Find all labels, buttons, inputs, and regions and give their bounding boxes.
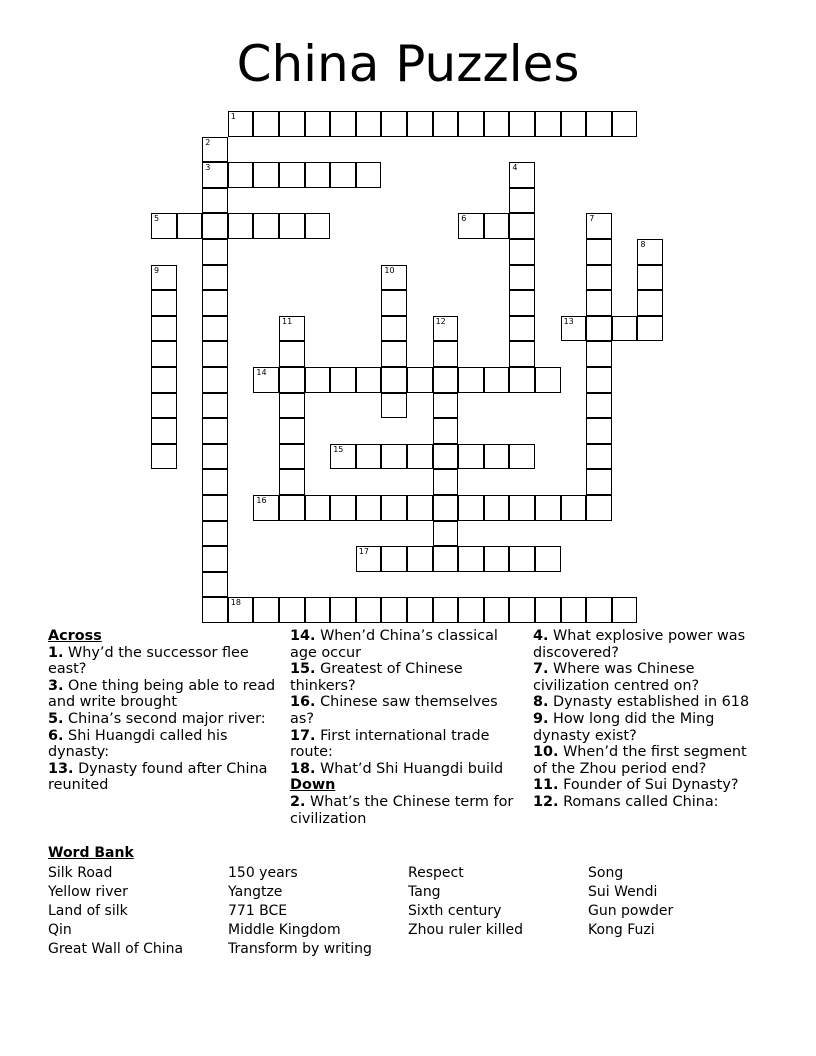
- grid-cell[interactable]: [637, 265, 663, 291]
- grid-cell[interactable]: [305, 495, 331, 521]
- grid-cell[interactable]: [586, 469, 612, 495]
- clue-column-2: [290, 628, 522, 827]
- word-bank-heading: Word Bank: [48, 845, 134, 861]
- clue-number-label: 13.: [48, 760, 74, 777]
- grid-cell[interactable]: [509, 162, 535, 188]
- grid-cell[interactable]: [433, 597, 459, 623]
- grid-cell[interactable]: [305, 111, 331, 137]
- grid-cell[interactable]: [253, 597, 279, 623]
- word-bank-item: Yangtze: [228, 884, 283, 900]
- grid-cell[interactable]: [586, 495, 612, 521]
- grid-cell[interactable]: [433, 367, 459, 393]
- grid-cell[interactable]: [484, 367, 510, 393]
- clue-number-label: 6.: [48, 727, 64, 744]
- clue-text: China’s second major river:: [63, 710, 266, 727]
- grid-cell[interactable]: [458, 495, 484, 521]
- grid-cell[interactable]: [330, 162, 356, 188]
- clue-column-3: [533, 628, 765, 811]
- grid-cell[interactable]: [433, 316, 459, 342]
- grid-cell[interactable]: [458, 111, 484, 137]
- clue-number: 5: [154, 214, 160, 224]
- clue-item: [533, 711, 765, 744]
- grid-cell[interactable]: [381, 265, 407, 291]
- clue-text: First international trade route:: [290, 727, 490, 761]
- grid-cell[interactable]: [612, 597, 638, 623]
- grid-cell[interactable]: [202, 239, 228, 265]
- grid-cell[interactable]: [509, 546, 535, 572]
- grid-cell[interactable]: [509, 188, 535, 214]
- clue-number-label: 14.: [290, 628, 316, 644]
- grid-cell[interactable]: [330, 111, 356, 137]
- grid-cell[interactable]: [637, 239, 663, 265]
- grid-cell[interactable]: [535, 597, 561, 623]
- grid-cell[interactable]: [253, 111, 279, 137]
- word-bank-item: Middle Kingdom: [228, 922, 341, 938]
- word-bank-item: 150 years: [228, 865, 298, 881]
- grid-cell[interactable]: [586, 316, 612, 342]
- word-bank-column-3: [408, 864, 523, 940]
- grid-cell[interactable]: [561, 316, 587, 342]
- clue-item: [290, 728, 522, 761]
- grid-cell[interactable]: [381, 546, 407, 572]
- word-bank-column-4: [588, 864, 673, 940]
- clue-number: 7: [589, 214, 595, 224]
- grid-cell[interactable]: [279, 316, 305, 342]
- grid-cell[interactable]: [509, 290, 535, 316]
- grid-cell[interactable]: [509, 213, 535, 239]
- grid-cell[interactable]: [458, 546, 484, 572]
- grid-cell[interactable]: [458, 367, 484, 393]
- clue-text: What’d Shi Huangdi build: [315, 760, 504, 777]
- grid-cell[interactable]: [356, 546, 382, 572]
- clue-item: [48, 678, 280, 711]
- grid-cell[interactable]: [279, 111, 305, 137]
- grid-cell[interactable]: [279, 495, 305, 521]
- grid-cell[interactable]: [151, 418, 177, 444]
- grid-cell[interactable]: [228, 213, 254, 239]
- grid-cell[interactable]: [202, 521, 228, 547]
- word-bank-item: Land of silk: [48, 903, 128, 919]
- word-bank-item: Great Wall of China: [48, 941, 184, 957]
- grid-cell[interactable]: [381, 290, 407, 316]
- grid-cell[interactable]: [202, 393, 228, 419]
- clue-text: When’d the first segment of the Zhou period end?: [533, 744, 747, 777]
- grid-cell[interactable]: [535, 546, 561, 572]
- clue-text: How long did the Ming dynasty exist?: [533, 710, 715, 744]
- grid-cell[interactable]: [356, 597, 382, 623]
- grid-cell[interactable]: [381, 444, 407, 470]
- grid-cell[interactable]: [330, 367, 356, 393]
- grid-cell[interactable]: [202, 546, 228, 572]
- grid-cell[interactable]: [407, 367, 433, 393]
- clue-number-label: 5.: [48, 710, 64, 727]
- grid-cell[interactable]: [202, 418, 228, 444]
- grid-cell[interactable]: [458, 444, 484, 470]
- clue-column-1: [48, 628, 280, 794]
- grid-cell[interactable]: [279, 418, 305, 444]
- grid-cell[interactable]: [509, 316, 535, 342]
- grid-cell[interactable]: [228, 162, 254, 188]
- clue-item: [533, 628, 765, 661]
- grid-cell[interactable]: [253, 162, 279, 188]
- word-bank-item: 771 BCE: [228, 903, 288, 919]
- clue-number: 6: [461, 214, 467, 224]
- grid-cell[interactable]: [407, 546, 433, 572]
- grid-cell[interactable]: [279, 393, 305, 419]
- clue-text: Shi Huangdi called his dynasty:: [48, 727, 228, 761]
- clue-text: Romans called China:: [558, 793, 719, 810]
- grid-cell[interactable]: [228, 111, 254, 137]
- grid-cell[interactable]: [151, 265, 177, 291]
- grid-cell[interactable]: [433, 469, 459, 495]
- clue-number-label: 18.: [290, 760, 316, 777]
- grid-cell[interactable]: [279, 444, 305, 470]
- grid-cell[interactable]: [484, 495, 510, 521]
- grid-cell[interactable]: [561, 495, 587, 521]
- grid-cell[interactable]: [433, 341, 459, 367]
- clue-item: [533, 661, 765, 694]
- word-bank-item: Silk Road: [48, 865, 113, 881]
- grid-cell[interactable]: [433, 444, 459, 470]
- grid-cell[interactable]: [330, 444, 356, 470]
- clue-item: [48, 711, 280, 728]
- clue-text: One thing being able to read and write brought: [48, 677, 276, 711]
- grid-cell[interactable]: [202, 341, 228, 367]
- across-heading: Across: [48, 628, 102, 644]
- grid-cell[interactable]: [202, 367, 228, 393]
- grid-cell[interactable]: [433, 393, 459, 419]
- clue-number-label: 3.: [48, 677, 64, 694]
- clue-item: [290, 661, 522, 694]
- grid-cell[interactable]: [407, 111, 433, 137]
- grid-cell[interactable]: [253, 213, 279, 239]
- grid-cell[interactable]: [151, 367, 177, 393]
- clue-number: 8: [640, 240, 646, 249]
- grid-cell[interactable]: [305, 367, 331, 393]
- grid-cell[interactable]: [433, 546, 459, 572]
- clue-item: [48, 645, 280, 678]
- grid-cell[interactable]: [356, 444, 382, 470]
- grid-cell[interactable]: [381, 597, 407, 623]
- grid-cell[interactable]: [433, 495, 459, 521]
- grid-cell[interactable]: [356, 111, 382, 137]
- grid-cell[interactable]: [151, 393, 177, 419]
- grid-cell[interactable]: [484, 111, 510, 137]
- grid-cell[interactable]: [279, 597, 305, 623]
- grid-cell[interactable]: [509, 239, 535, 265]
- grid-cell[interactable]: [509, 367, 535, 393]
- grid-cell[interactable]: [151, 341, 177, 367]
- grid-cell[interactable]: [279, 213, 305, 239]
- grid-cell[interactable]: [612, 111, 638, 137]
- clue-number-label: 1.: [48, 644, 64, 661]
- grid-cell[interactable]: [202, 444, 228, 470]
- grid-cell[interactable]: [561, 111, 587, 137]
- grid-cell[interactable]: [279, 341, 305, 367]
- clue-number: 18: [230, 598, 241, 608]
- word-bank-column-1: [48, 864, 183, 959]
- grid-cell[interactable]: [637, 316, 663, 342]
- grid-cell[interactable]: [509, 341, 535, 367]
- grid-cell[interactable]: [356, 367, 382, 393]
- grid-cell[interactable]: [509, 597, 535, 623]
- clue-number: 11: [282, 316, 293, 326]
- grid-cell[interactable]: [202, 597, 228, 623]
- clue-number-label: 2.: [290, 793, 306, 810]
- grid-cell[interactable]: [151, 316, 177, 342]
- grid-cell[interactable]: [509, 111, 535, 137]
- down-heading: Down: [290, 777, 336, 794]
- clue-item: [290, 694, 522, 727]
- grid-cell[interactable]: [586, 418, 612, 444]
- grid-cell[interactable]: [458, 597, 484, 623]
- grid-cell[interactable]: [151, 444, 177, 470]
- grid-cell[interactable]: [381, 316, 407, 342]
- clue-number: 15: [333, 444, 344, 454]
- clue-item: [533, 794, 765, 811]
- clue-number: 17: [358, 547, 369, 557]
- clue-text: What’s the Chinese term for civilization: [290, 793, 514, 827]
- clue-item: [533, 777, 765, 794]
- clue-item: [533, 694, 765, 711]
- clue-text: Why’d the successor flee east?: [48, 644, 249, 678]
- word-bank-item: Zhou ruler killed: [408, 922, 523, 938]
- word-bank-item: Respect: [408, 865, 464, 881]
- grid-cell[interactable]: [509, 265, 535, 291]
- grid-cell[interactable]: [484, 213, 510, 239]
- grid-cell[interactable]: [586, 597, 612, 623]
- clue-number: 12: [435, 316, 446, 326]
- grid-cell[interactable]: [407, 597, 433, 623]
- grid-cell[interactable]: [381, 367, 407, 393]
- grid-cell[interactable]: [586, 213, 612, 239]
- clue-number: 3: [205, 163, 211, 173]
- grid-cell[interactable]: [305, 597, 331, 623]
- grid-cell[interactable]: [151, 213, 177, 239]
- clue-number-label: 17.: [290, 727, 316, 744]
- clue-number-label: 10.: [533, 744, 559, 761]
- grid-cell[interactable]: [279, 469, 305, 495]
- word-bank-item: Sixth century: [408, 903, 502, 919]
- grid-cell[interactable]: [279, 162, 305, 188]
- clue-number: 4: [512, 163, 518, 173]
- grid-cell[interactable]: [509, 444, 535, 470]
- grid-cell[interactable]: [586, 341, 612, 367]
- grid-cell[interactable]: [202, 265, 228, 291]
- grid-cell[interactable]: [586, 290, 612, 316]
- clue-number-label: 16.: [290, 694, 316, 711]
- grid-cell[interactable]: [458, 213, 484, 239]
- clue-number-label: 15.: [290, 661, 316, 678]
- clue-number: 13: [563, 316, 574, 326]
- clue-item: [290, 761, 522, 778]
- grid-cell[interactable]: [407, 444, 433, 470]
- grid-cell[interactable]: [407, 495, 433, 521]
- clue-text: When’d China’s classical age occur: [290, 628, 498, 661]
- grid-cell[interactable]: [535, 367, 561, 393]
- clue-number-label: 11.: [533, 777, 559, 794]
- grid-cell[interactable]: [202, 188, 228, 214]
- clue-number-label: 4.: [533, 628, 549, 644]
- word-bank-item: Tang: [408, 884, 441, 900]
- grid-cell[interactable]: [586, 444, 612, 470]
- grid-cell[interactable]: [151, 290, 177, 316]
- grid-cell[interactable]: [253, 495, 279, 521]
- clue-item: [290, 628, 522, 661]
- grid-cell[interactable]: [202, 162, 228, 188]
- clue-number-label: 9.: [533, 710, 549, 727]
- grid-cell[interactable]: [202, 290, 228, 316]
- grid-cell[interactable]: [305, 213, 331, 239]
- clue-text: Dynasty established in 618: [548, 694, 750, 711]
- word-bank-item: Kong Fuzi: [588, 922, 655, 938]
- grid-cell[interactable]: [612, 316, 638, 342]
- clue-item: [533, 744, 765, 777]
- grid-cell[interactable]: [535, 495, 561, 521]
- clue-number: 14: [256, 368, 267, 377]
- grid-cell[interactable]: [202, 495, 228, 521]
- grid-cell[interactable]: [381, 111, 407, 137]
- grid-cell[interactable]: [202, 469, 228, 495]
- grid-cell[interactable]: [586, 265, 612, 291]
- clue-text: What explosive power was discovered?: [533, 628, 746, 661]
- grid-cell[interactable]: [637, 290, 663, 316]
- grid-cell[interactable]: [586, 393, 612, 419]
- word-bank-item: Sui Wendi: [588, 884, 658, 900]
- clue-number-label: 8.: [533, 694, 549, 711]
- word-bank-item: Yellow river: [48, 884, 128, 900]
- clue-number: 10: [384, 265, 395, 275]
- clue-item: [48, 728, 280, 761]
- grid-cell[interactable]: [381, 341, 407, 367]
- grid-cell[interactable]: [433, 521, 459, 547]
- grid-cell[interactable]: [535, 111, 561, 137]
- grid-cell[interactable]: [202, 137, 228, 163]
- grid-cell[interactable]: [561, 597, 587, 623]
- clue-number: 9: [154, 265, 160, 275]
- grid-cell[interactable]: [381, 495, 407, 521]
- grid-cell[interactable]: [356, 495, 382, 521]
- grid-cell[interactable]: [509, 495, 535, 521]
- clue-item: [290, 794, 522, 827]
- clue-text: Dynasty found after China reunited: [48, 760, 268, 794]
- clue-number: 1: [230, 112, 236, 121]
- word-bank-item: Gun powder: [588, 903, 674, 919]
- grid-cell[interactable]: [381, 393, 407, 419]
- clue-text: Founder of Sui Dynasty?: [558, 777, 739, 794]
- grid-cell[interactable]: [330, 495, 356, 521]
- word-bank-item: Transform by writing: [228, 941, 372, 957]
- clue-text: Where was Chinese civilization centred on?: [533, 661, 700, 694]
- grid-cell[interactable]: [202, 213, 228, 239]
- grid-cell[interactable]: [228, 597, 254, 623]
- grid-cell[interactable]: [586, 111, 612, 137]
- grid-cell[interactable]: [202, 572, 228, 598]
- grid-cell[interactable]: [330, 597, 356, 623]
- grid-cell[interactable]: [253, 367, 279, 393]
- clue-number: 2: [205, 137, 211, 147]
- grid-cell[interactable]: [586, 367, 612, 393]
- clue-number: 16: [256, 496, 267, 505]
- grid-cell[interactable]: [305, 162, 331, 188]
- grid-cell[interactable]: [433, 418, 459, 444]
- word-bank-column-2: [228, 864, 372, 959]
- grid-cell[interactable]: [279, 367, 305, 393]
- clue-item: [48, 761, 280, 794]
- word-bank-item: Qin: [48, 922, 72, 938]
- page-title: China Puzzles: [236, 35, 580, 93]
- grid-cell[interactable]: [356, 162, 382, 188]
- grid-cell[interactable]: [202, 316, 228, 342]
- grid-cell[interactable]: [484, 444, 510, 470]
- word-bank-item: Song: [588, 865, 624, 881]
- clue-number-label: 12.: [533, 793, 559, 810]
- clue-text: Greatest of Chinese thinkers?: [290, 661, 463, 694]
- grid-cell[interactable]: [484, 546, 510, 572]
- clue-text: Chinese saw themselves as?: [290, 694, 498, 727]
- grid-cell[interactable]: [484, 597, 510, 623]
- grid-cell[interactable]: [177, 213, 203, 239]
- clue-number-label: 7.: [533, 661, 549, 678]
- grid-cell[interactable]: [433, 111, 459, 137]
- grid-cell[interactable]: [586, 239, 612, 265]
